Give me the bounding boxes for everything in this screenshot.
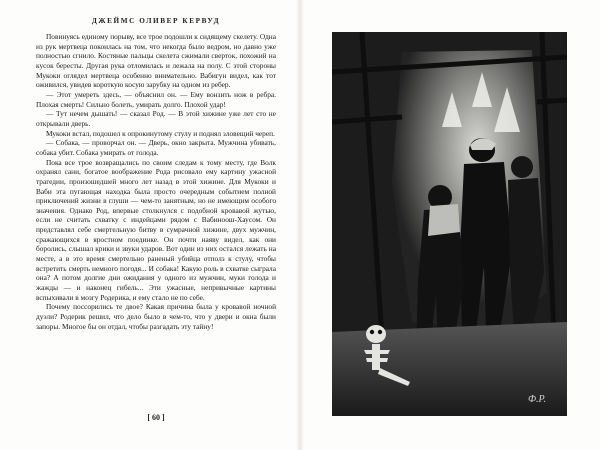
paragraph: — Тут нечем дышать! — сказал Род. — В этой хижине уже лет сто не открывали дверь. [36,109,276,128]
paragraph: Повинуясь единому порыву, все трое подошли к сидящему скелету. Одна из рук мертвеца покоилась на том, что некогда было ведром, но давно уже полностью сгнило. Костяные пальцы скелета сжимали сверток, похожий на кусок бересты. Другая рука отломилась и лежала на полу. С этой стороны Мукоки оглядел мертвеца особенно внимательно. Вабигун видел, как тот оживился, увидев короткую косую зарубку на одном из ребер. [36,32,276,90]
running-head: ДЖЕЙМС ОЛИВЕР КЕРВУД [91,17,221,25]
book-gutter [296,0,304,450]
paragraph: — Этот умереть здесь, — объяснил он. — Ему вонзить нож в ребра. Плохая смерть! Сильно болеть, умирать долго. Плохой удар! [36,89,276,109]
paragraph: Пока все трое возвращались по своим следам к тому месту, где Волк охранял сани, богатое воображение Рода рисовало ему картину ужасной трагедии, произошедшей много лет назад в этой хижине. Для Мукоки и Ваби эта пугающая находка была просто очередным событием полной приключений жизни в глуши — чем-то занятным, но не имеющим особого значения. Однако Род, впервые столкнулся с подобной кровавой жутью, если не считать схватку с индейцами рядом с Вабиноош-Хаусом. Он представлял себе смертельную битву в сумрачной хижине, двух мужчин, сражающихся в яростном поединке. Он почти наяву видел, как они боролись, слышал крики и звуки ударов. Вот один из них остался лежать на месте, а в это время смертельно раненый убийца отполз к стулу, чтобы встретить смерть немного погодя... И собака! Какую роль в схватке сыграла она? А потом долгие дни ожидания у одного из мужчин, муки голода и жажды — и наконец гибель... Эти ужасные, непривычные картины вспыхивали в мозгу Родерика, и ему стало не по себе. [36,157,276,302]
body-text [36,32,276,331]
paragraph: Мукоки встал, подошел к опрокинутому стулу и поднял зловещий череп. [46,128,275,138]
cabin-illustration [332,32,567,416]
paragraph: — Собака, — проворчал он. — Дверь, окно закрыта. Мужчина убивать, собака убит. Собака умирать от голода. [36,138,276,157]
page-number: [ 60 ] [147,413,165,422]
paragraph: Почему поссорились те двое? Какая причина была у кровавой ночной дуэли? Родерик решил, что дело было в чем-то, что у двери и окна были запоры. Многое бы он отдал, чтобы разгадать эту тайну! [36,302,276,331]
right-page [304,0,600,450]
illustration-art [332,32,567,416]
artist-signature: Ф.Р. [528,394,547,405]
